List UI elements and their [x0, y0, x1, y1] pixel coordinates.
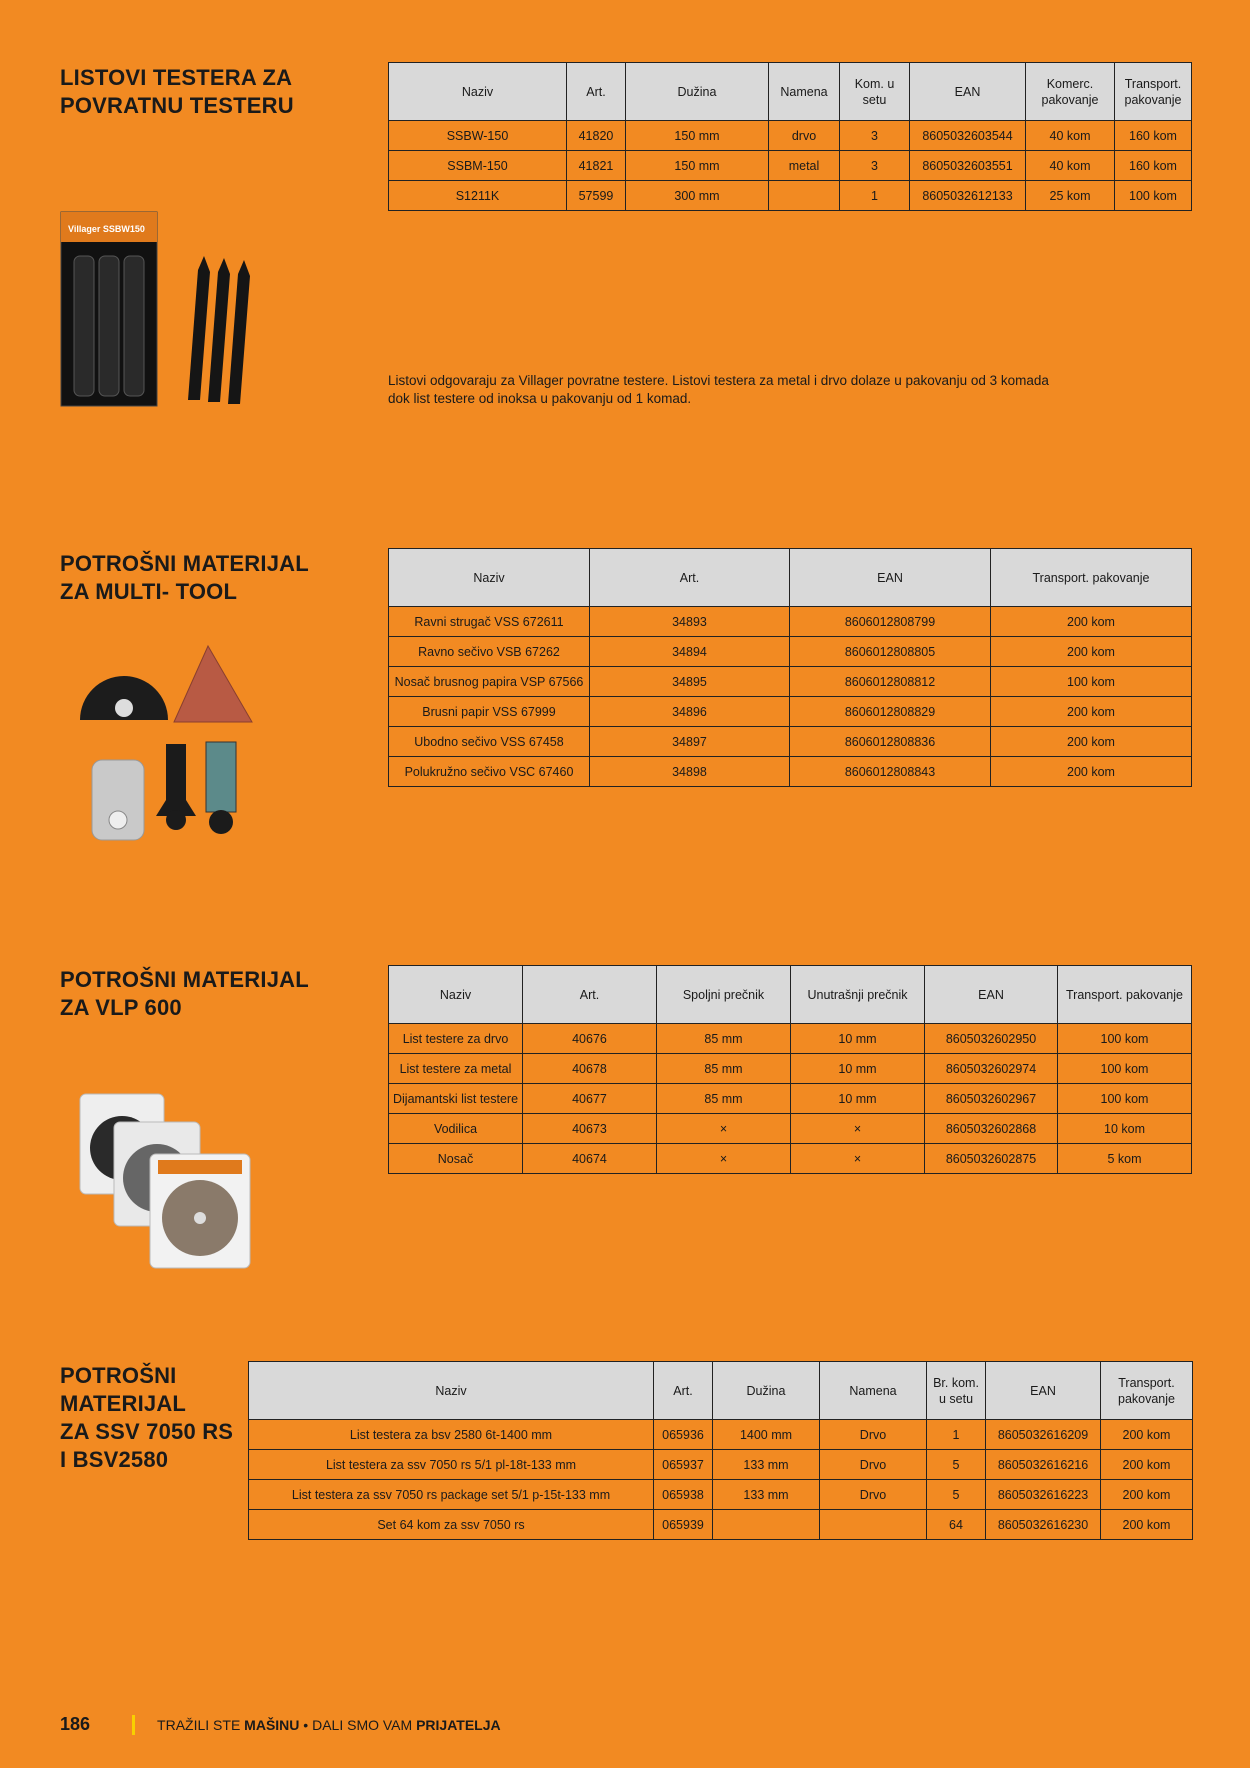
cell: 065936 — [654, 1420, 713, 1450]
cell: 8605032612133 — [910, 181, 1026, 211]
cell: 8605032602950 — [925, 1024, 1058, 1054]
table-row — [389, 1144, 1192, 1174]
cell: 200 kom — [1101, 1510, 1193, 1540]
cell: 34898 — [590, 757, 790, 787]
cell: 34893 — [590, 607, 790, 637]
cell — [769, 181, 840, 211]
page-number: 186 — [60, 1714, 91, 1734]
table-row — [389, 667, 1192, 697]
table-header-row — [389, 63, 1192, 121]
header-namena: Namena — [769, 63, 840, 121]
table-row — [389, 727, 1192, 757]
table-row — [249, 1450, 1193, 1480]
cell: 34895 — [590, 667, 790, 697]
header-br-kom-u-setu: Br. kom. u setu — [927, 1362, 986, 1420]
cell: 160 kom — [1115, 121, 1192, 151]
header-naziv: Naziv — [389, 63, 567, 121]
cell: 40676 — [523, 1024, 657, 1054]
cell: 1 — [840, 181, 910, 211]
cell — [820, 1510, 927, 1540]
cell: 8606012808805 — [790, 637, 991, 667]
cell: Polukružno sečivo VSC 67460 — [389, 757, 590, 787]
product-image-multi-tool — [78, 640, 258, 850]
header-art: Art. — [523, 966, 657, 1024]
cell: 200 kom — [1101, 1450, 1193, 1480]
header-spoljni-precnik: Spoljni prečnik — [657, 966, 791, 1024]
table-row — [389, 1114, 1192, 1144]
cell: 200 kom — [991, 607, 1192, 637]
pack-label: Villager SSBW150 — [68, 224, 145, 234]
cell: List testera za bsv 2580 6t-1400 mm — [249, 1420, 654, 1450]
cell: 8606012808799 — [790, 607, 991, 637]
footer-slogan: TRAŽILI STE MAŠINU • DALI SMO VAM PRIJATELJA — [157, 1716, 501, 1733]
cell: 3 — [840, 121, 910, 151]
table-header-row — [389, 549, 1192, 607]
cell: Drvo — [820, 1450, 927, 1480]
table-ssv7050 — [248, 1361, 1193, 1540]
cell: 8605032603551 — [910, 151, 1026, 181]
cell: 8606012808829 — [790, 697, 991, 727]
cell: × — [657, 1144, 791, 1174]
cell: 85 mm — [657, 1084, 791, 1114]
product-image-reciprocating-blades — [60, 210, 260, 410]
section-title-reciprocating-blades: LISTOVI TESTERA ZA POVRATNU TESTERU — [60, 65, 294, 118]
cell: × — [657, 1114, 791, 1144]
cell: × — [791, 1114, 925, 1144]
header-transport-pakovanje: Transport. pakovanje — [1058, 966, 1192, 1024]
cell: 065937 — [654, 1450, 713, 1480]
section-title-multi-tool: POTROŠNI MATERIJAL ZA MULTI- TOOL — [60, 551, 309, 604]
cell: 5 — [927, 1480, 986, 1510]
cell: 8605032602868 — [925, 1114, 1058, 1144]
cell: Nosač — [389, 1144, 523, 1174]
cell: List testere za metal — [389, 1054, 523, 1084]
table-row — [389, 607, 1192, 637]
cell: List testera za ssv 7050 rs package set 5/1 p-15t-133 mm — [249, 1480, 654, 1510]
table-row — [389, 151, 1192, 181]
header-naziv: Naziv — [389, 549, 590, 607]
cell: 8605032602967 — [925, 1084, 1058, 1114]
header-ean: EAN — [986, 1362, 1101, 1420]
cell: 57599 — [567, 181, 626, 211]
cell: 8605032616230 — [986, 1510, 1101, 1540]
cell: 100 kom — [1115, 181, 1192, 211]
cell: Drvo — [820, 1420, 927, 1450]
table-row — [249, 1480, 1193, 1510]
header-art: Art. — [590, 549, 790, 607]
table-row — [389, 1024, 1192, 1054]
table-row — [389, 637, 1192, 667]
description-note: Listovi odgovaraju za Villager povratne testere. Listovi testera za metal i drvo dolaze u pakovanju od 3 komada dok list testere od inoksa u pakovanju od 1 komad. — [388, 373, 1049, 406]
table-row — [389, 1084, 1192, 1114]
cell: 133 mm — [713, 1450, 820, 1480]
header-art: Art. — [654, 1362, 713, 1420]
cell: 3 — [840, 151, 910, 181]
cell: 25 kom — [1026, 181, 1115, 211]
cell: Ravni strugač VSS 672611 — [389, 607, 590, 637]
table-row — [389, 181, 1192, 211]
cell: List testera za ssv 7050 rs 5/1 pl-18t-133 mm — [249, 1450, 654, 1480]
header-duzina: Dužina — [713, 1362, 820, 1420]
cell: 10 mm — [791, 1054, 925, 1084]
cell: 150 mm — [626, 151, 769, 181]
table-reciprocating-blades — [388, 62, 1192, 211]
cell: 300 mm — [626, 181, 769, 211]
cell: 8606012808812 — [790, 667, 991, 697]
header-naziv: Naziv — [249, 1362, 654, 1420]
cell: drvo — [769, 121, 840, 151]
cell: 34897 — [590, 727, 790, 757]
cell: SSBW-150 — [389, 121, 567, 151]
cell: 200 kom — [1101, 1420, 1193, 1450]
page-footer — [60, 1714, 501, 1735]
table-header-row — [389, 966, 1192, 1024]
header-unutrasnji-precnik: Unutrašnji prečnik — [791, 966, 925, 1024]
cell: 8605032616209 — [986, 1420, 1101, 1450]
cell: 8605032616216 — [986, 1450, 1101, 1480]
table-row — [389, 697, 1192, 727]
cell: 200 kom — [1101, 1480, 1193, 1510]
cell: 64 — [927, 1510, 986, 1540]
cell: SSBM-150 — [389, 151, 567, 181]
section-title-vlp600: POTROŠNI MATERIJAL ZA VLP 600 — [60, 967, 309, 1020]
header-komerc-pakovanje: Komerc. pakovanje — [1026, 63, 1115, 121]
header-transport-pakovanje: Transport. pakovanje — [991, 549, 1192, 607]
cell: Ubodno sečivo VSS 67458 — [389, 727, 590, 757]
header-ean: EAN — [925, 966, 1058, 1024]
cell: List testere za drvo — [389, 1024, 523, 1054]
cell: 200 kom — [991, 727, 1192, 757]
cell: S1211K — [389, 181, 567, 211]
cell: 100 kom — [1058, 1024, 1192, 1054]
header-kom-u-setu: Kom. u setu — [840, 63, 910, 121]
cell: 5 kom — [1058, 1144, 1192, 1174]
table-row — [249, 1420, 1193, 1450]
cell: metal — [769, 151, 840, 181]
section-title-ssv7050: POTROŠNI MATERIJAL ZA SSV 7050 RS I BSV2580 — [60, 1363, 234, 1472]
cell: 8605032602875 — [925, 1144, 1058, 1174]
cell: 160 kom — [1115, 151, 1192, 181]
cell: 100 kom — [991, 667, 1192, 697]
header-art: Art. — [567, 63, 626, 121]
header-ean: EAN — [790, 549, 991, 607]
cell — [713, 1510, 820, 1540]
table-row — [389, 1054, 1192, 1084]
header-transport-pakovanje: Transport. pakovanje — [1115, 63, 1192, 121]
header-namena: Namena — [820, 1362, 927, 1420]
cell: 065939 — [654, 1510, 713, 1540]
header-ean: EAN — [910, 63, 1026, 121]
cell: 1400 mm — [713, 1420, 820, 1450]
cell: 40673 — [523, 1114, 657, 1144]
cell: Dijamantski list testere — [389, 1084, 523, 1114]
cell: 200 kom — [991, 697, 1192, 727]
cell: 40 kom — [1026, 121, 1115, 151]
cell: 100 kom — [1058, 1084, 1192, 1114]
table-header-row — [249, 1362, 1193, 1420]
cell: 100 kom — [1058, 1054, 1192, 1084]
cell: 8606012808836 — [790, 727, 991, 757]
cell: 40 kom — [1026, 151, 1115, 181]
cell: 1 — [927, 1420, 986, 1450]
cell: Drvo — [820, 1480, 927, 1510]
header-transport-pakovanje: Transport. pakovanje — [1101, 1362, 1193, 1420]
product-image-saw-blades — [78, 1092, 258, 1272]
table-row — [249, 1510, 1193, 1540]
cell: 34894 — [590, 637, 790, 667]
cell: 40677 — [523, 1084, 657, 1114]
cell: 40678 — [523, 1054, 657, 1084]
cell: 10 kom — [1058, 1114, 1192, 1144]
cell: 150 mm — [626, 121, 769, 151]
cell: × — [791, 1144, 925, 1174]
cell: 200 kom — [991, 637, 1192, 667]
table-row — [389, 121, 1192, 151]
cell: Nosač brusnog papira VSP 67566 — [389, 667, 590, 697]
footer-divider — [132, 1715, 135, 1735]
cell: 5 — [927, 1450, 986, 1480]
cell: 10 mm — [791, 1084, 925, 1114]
cell: 8606012808843 — [790, 757, 991, 787]
cell: 40674 — [523, 1144, 657, 1174]
cell: 10 mm — [791, 1024, 925, 1054]
cell: 8605032603544 — [910, 121, 1026, 151]
cell: 065938 — [654, 1480, 713, 1510]
cell: 85 mm — [657, 1054, 791, 1084]
cell: Set 64 kom za ssv 7050 rs — [249, 1510, 654, 1540]
cell: Brusni papir VSS 67999 — [389, 697, 590, 727]
cell: 85 mm — [657, 1024, 791, 1054]
header-naziv: Naziv — [389, 966, 523, 1024]
table-multi-tool — [388, 548, 1192, 787]
cell: Ravno sečivo VSB 67262 — [389, 637, 590, 667]
cell: 8605032602974 — [925, 1054, 1058, 1084]
header-duzina: Dužina — [626, 63, 769, 121]
cell: 34896 — [590, 697, 790, 727]
cell: 200 kom — [991, 757, 1192, 787]
table-vlp600 — [388, 965, 1192, 1174]
cell: 41821 — [567, 151, 626, 181]
table-row — [389, 757, 1192, 787]
cell: 133 mm — [713, 1480, 820, 1510]
cell: Vodilica — [389, 1114, 523, 1144]
cell: 41820 — [567, 121, 626, 151]
cell: 8605032616223 — [986, 1480, 1101, 1510]
